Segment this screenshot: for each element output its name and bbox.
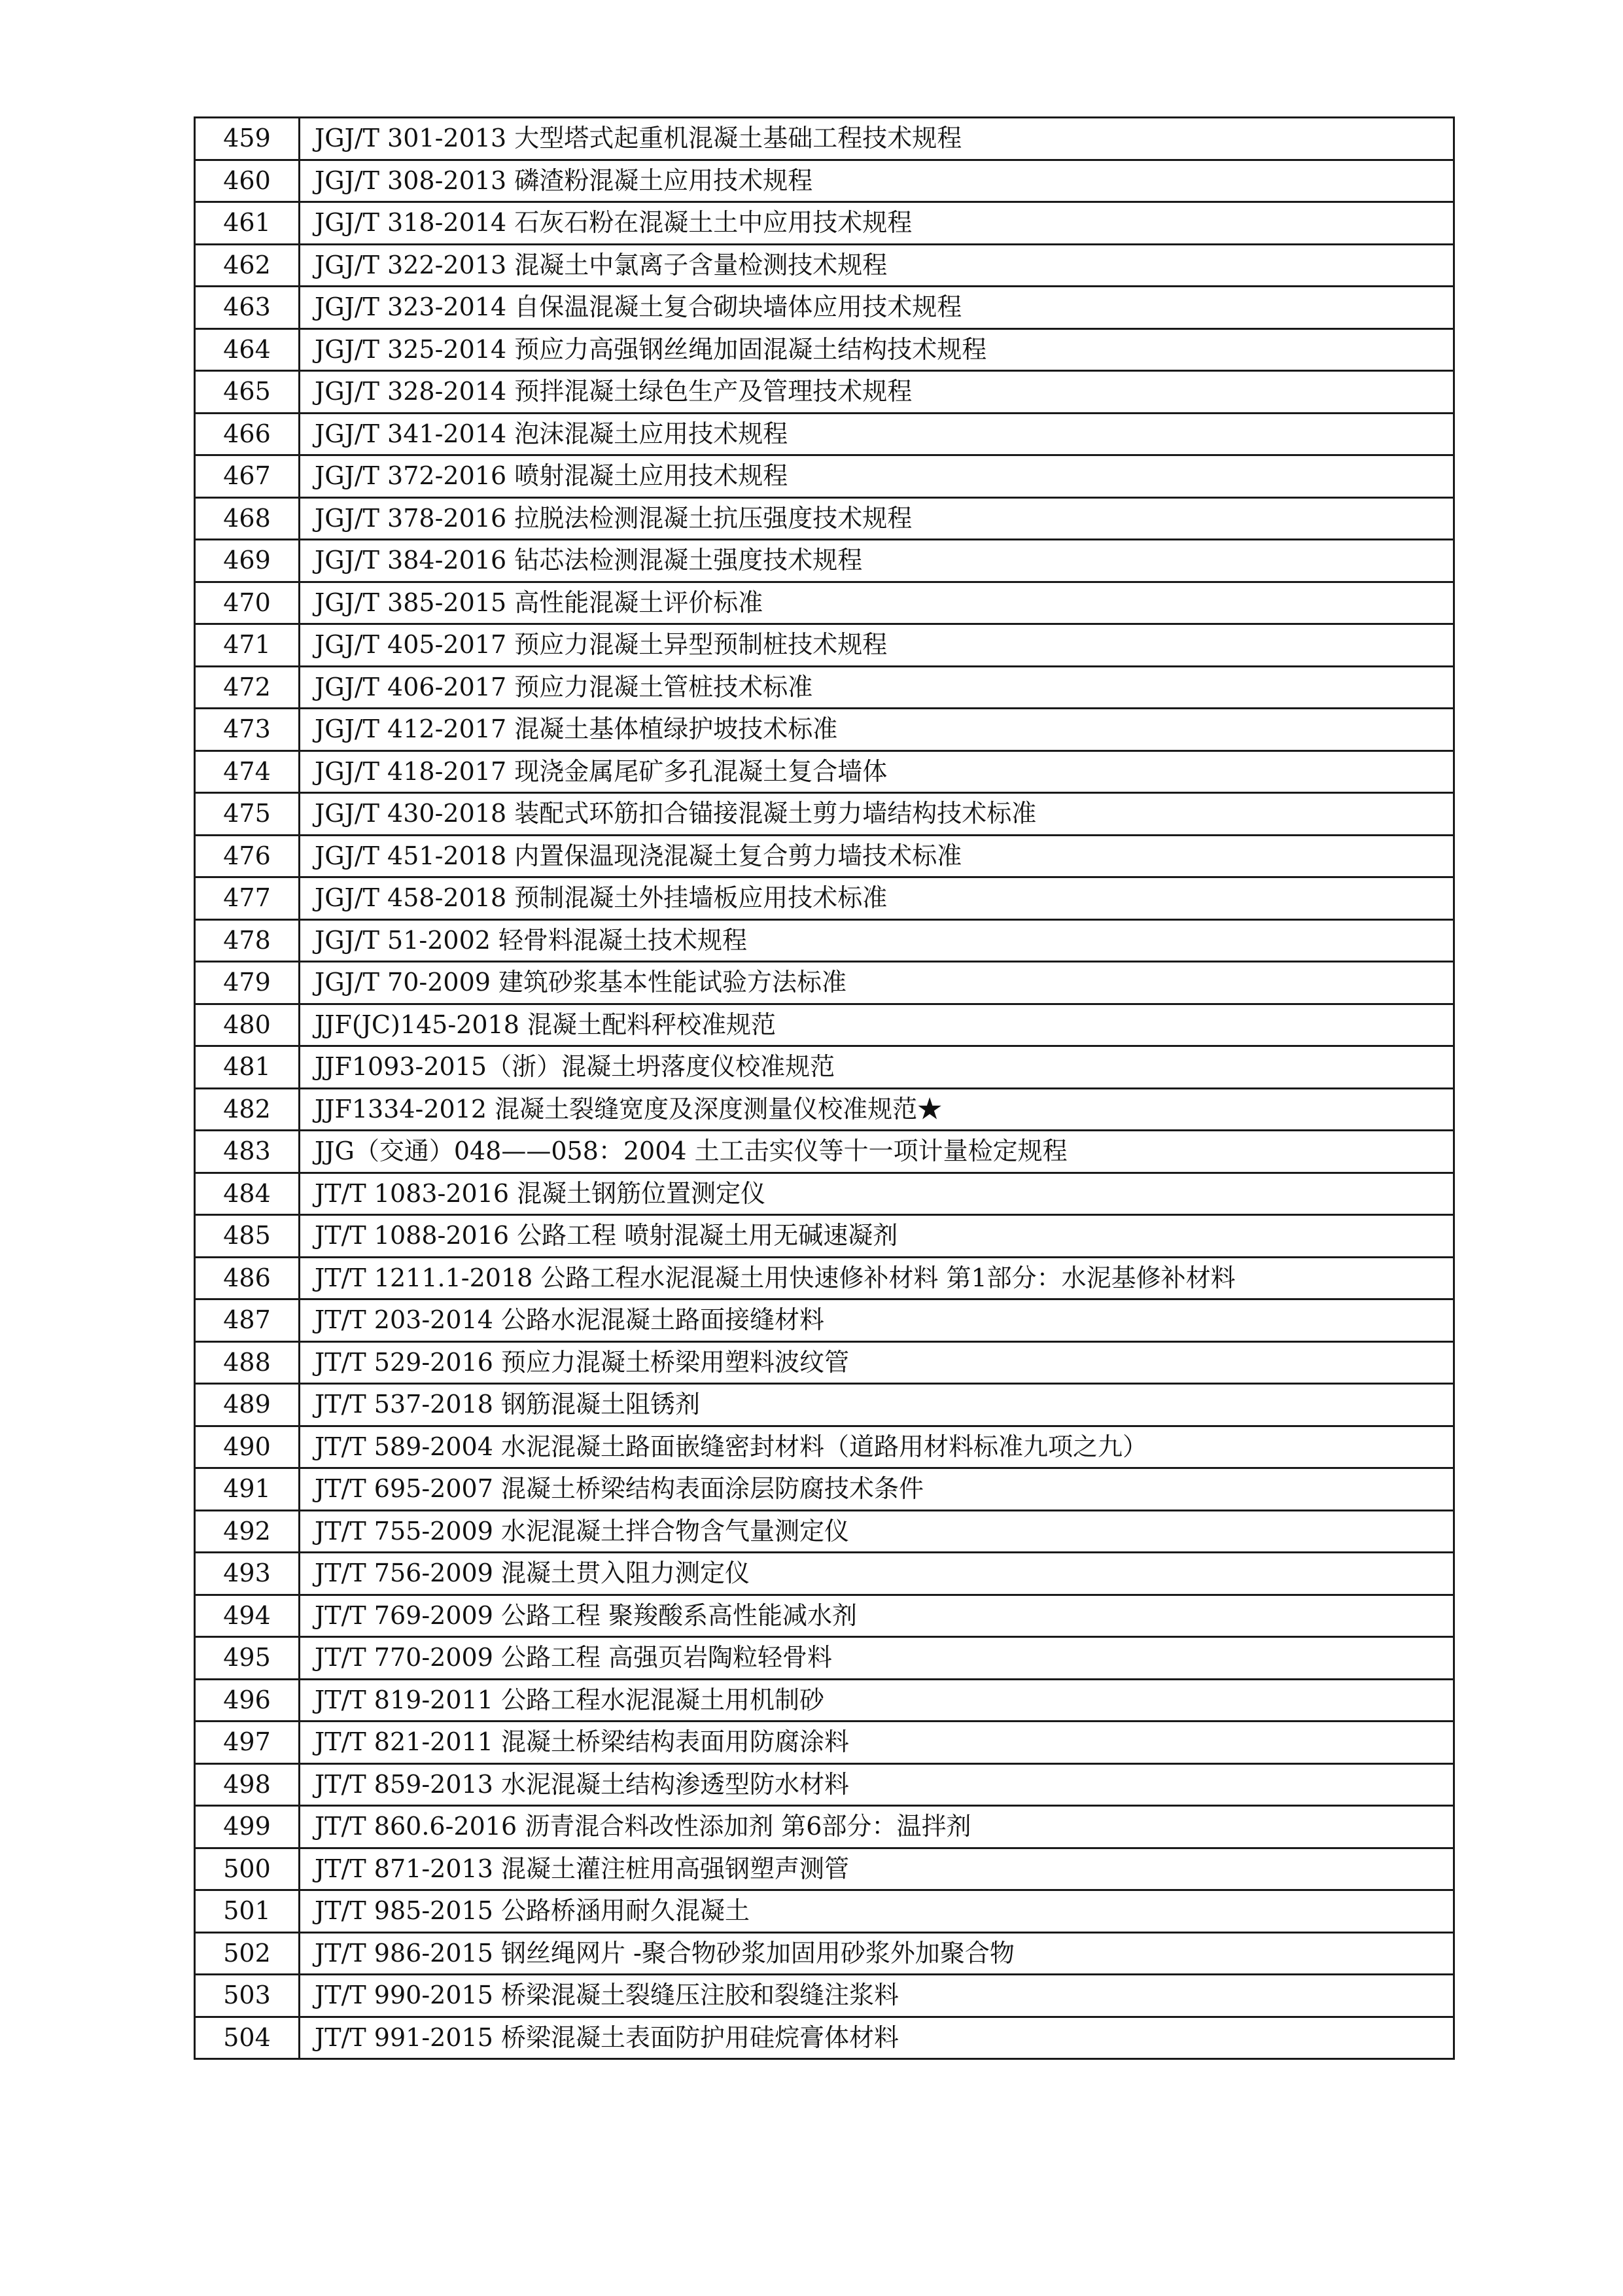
standard-title: JGJ/T 325-2014 预应力高强钢丝绳加固混凝土结构技术规程 [300, 328, 1454, 371]
table-row [195, 666, 1454, 709]
table-row [195, 919, 1454, 962]
row-number: 504 [195, 2017, 300, 2059]
row-number: 466 [195, 413, 300, 455]
standard-title: JT/T 203-2014 公路水泥混凝土路面接缝材料 [300, 1299, 1454, 1342]
row-number: 467 [195, 455, 300, 498]
row-number: 479 [195, 962, 300, 1004]
standard-title: JT/T 871-2013 混凝土灌注桩用高强钢塑声测管 [300, 1848, 1454, 1890]
row-number: 464 [195, 328, 300, 371]
row-number: 498 [195, 1763, 300, 1806]
row-number: 481 [195, 1046, 300, 1089]
standard-title: JT/T 1083-2016 混凝土钢筋位置测定仪 [300, 1173, 1454, 1215]
table-row [195, 1722, 1454, 1764]
table-row [195, 1932, 1454, 1975]
table-row [195, 160, 1454, 202]
row-number: 494 [195, 1595, 300, 1637]
table-row [195, 877, 1454, 920]
standard-title: JT/T 769-2009 公路工程 聚羧酸系高性能减水剂 [300, 1595, 1454, 1637]
standard-title: JGJ/T 418-2017 现浇金属尾矿多孔混凝土复合墙体 [300, 751, 1454, 793]
row-number: 496 [195, 1679, 300, 1722]
standard-title: JGJ/T 323-2014 自保温混凝土复合砌块墙体应用技术规程 [300, 287, 1454, 329]
table-row [195, 1510, 1454, 1553]
table-row [195, 497, 1454, 540]
row-number: 461 [195, 202, 300, 245]
table-row [195, 582, 1454, 624]
standard-title: JT/T 860.6-2016 沥青混合料改性添加剂 第6部分：温拌剂 [300, 1806, 1454, 1848]
row-number: 480 [195, 1004, 300, 1046]
standard-title: JJG（交通）048——058：2004 土工击实仪等十一项计量检定规程 [300, 1131, 1454, 1173]
row-number: 491 [195, 1468, 300, 1511]
table-row [195, 1679, 1454, 1722]
standard-title: JGJ/T 412-2017 混凝土基体植绿护坡技术标准 [300, 709, 1454, 751]
standard-title: JT/T 770-2009 公路工程 高强页岩陶粒轻骨料 [300, 1637, 1454, 1680]
table-row [195, 1299, 1454, 1342]
row-number: 472 [195, 666, 300, 709]
row-number: 462 [195, 244, 300, 287]
standards-table [194, 116, 1455, 2060]
table-row [195, 1131, 1454, 1173]
table-row [195, 1088, 1454, 1131]
table-row [195, 540, 1454, 582]
table-row [195, 371, 1454, 414]
standard-title: JGJ/T 70-2009 建筑砂浆基本性能试验方法标准 [300, 962, 1454, 1004]
row-number: 471 [195, 624, 300, 667]
table-row [195, 1384, 1454, 1426]
table-row [195, 1763, 1454, 1806]
standard-title: JGJ/T 372-2016 喷射混凝土应用技术规程 [300, 455, 1454, 498]
standard-title: JGJ/T 406-2017 预应力混凝土管桩技术标准 [300, 666, 1454, 709]
row-number: 469 [195, 540, 300, 582]
row-number: 474 [195, 751, 300, 793]
row-number: 473 [195, 709, 300, 751]
row-number: 465 [195, 371, 300, 414]
table-row [195, 835, 1454, 877]
standard-title: JJF1334-2012 混凝土裂缝宽度及深度测量仪校准规范★ [300, 1088, 1454, 1131]
standard-title: JT/T 1211.1-2018 公路工程水泥混凝土用快速修补材料 第1部分：水泥基修补材料 [300, 1257, 1454, 1299]
row-number: 502 [195, 1932, 300, 1975]
row-number: 488 [195, 1341, 300, 1384]
table-row [195, 118, 1454, 160]
standard-title: JGJ/T 318-2014 石灰石粉在混凝土土中应用技术规程 [300, 202, 1454, 245]
standard-title: JGJ/T 301-2013 大型塔式起重机混凝土基础工程技术规程 [300, 118, 1454, 160]
table-row [195, 751, 1454, 793]
table-row [195, 1046, 1454, 1089]
row-number: 493 [195, 1553, 300, 1595]
row-number: 459 [195, 118, 300, 160]
standard-title: JGJ/T 430-2018 装配式环筋扣合锚接混凝土剪力墙结构技术标准 [300, 793, 1454, 836]
standard-title: JT/T 821-2011 混凝土桥梁结构表面用防腐涂料 [300, 1722, 1454, 1764]
table-row [195, 1553, 1454, 1595]
standard-title: JGJ/T 308-2013 磷渣粉混凝土应用技术规程 [300, 160, 1454, 202]
row-number: 476 [195, 835, 300, 877]
table-row [195, 202, 1454, 245]
standard-title: JT/T 756-2009 混凝土贯入阻力测定仪 [300, 1553, 1454, 1595]
row-number: 495 [195, 1637, 300, 1680]
standard-title: JT/T 819-2011 公路工程水泥混凝土用机制砂 [300, 1679, 1454, 1722]
table-row [195, 1468, 1454, 1511]
table-row [195, 1890, 1454, 1933]
row-number: 492 [195, 1510, 300, 1553]
row-number: 468 [195, 497, 300, 540]
standard-title: JT/T 529-2016 预应力混凝土桥梁用塑料波纹管 [300, 1341, 1454, 1384]
standard-title: JJF(JC)145-2018 混凝土配料秤校准规范 [300, 1004, 1454, 1046]
standard-title: JGJ/T 384-2016 钻芯法检测混凝土强度技术规程 [300, 540, 1454, 582]
standard-title: JT/T 537-2018 钢筋混凝土阻锈剂 [300, 1384, 1454, 1426]
table-row [195, 1637, 1454, 1680]
row-number: 484 [195, 1173, 300, 1215]
row-number: 478 [195, 919, 300, 962]
standard-title: JT/T 1088-2016 公路工程 喷射混凝土用无碱速凝剂 [300, 1215, 1454, 1258]
standard-title: JT/T 589-2004 水泥混凝土路面嵌缝密封材料（道路用材料标准九项之九） [300, 1426, 1454, 1468]
standards-table-body [195, 118, 1454, 2059]
row-number: 460 [195, 160, 300, 202]
row-number: 497 [195, 1722, 300, 1764]
table-row [195, 1004, 1454, 1046]
table-row [195, 962, 1454, 1004]
standard-title: JT/T 695-2007 混凝土桥梁结构表面涂层防腐技术条件 [300, 1468, 1454, 1511]
row-number: 483 [195, 1131, 300, 1173]
row-number: 489 [195, 1384, 300, 1426]
table-row [195, 1215, 1454, 1258]
standard-title: JJF1093-2015（浙）混凝土坍落度仪校准规范 [300, 1046, 1454, 1089]
table-row [195, 1341, 1454, 1384]
table-row [195, 1806, 1454, 1848]
standard-title: JGJ/T 328-2014 预拌混凝土绿色生产及管理技术规程 [300, 371, 1454, 414]
standard-title: JT/T 755-2009 水泥混凝土拌合物含气量测定仪 [300, 1510, 1454, 1553]
standard-title: JT/T 986-2015 钢丝绳网片 -聚合物砂浆加固用砂浆外加聚合物 [300, 1932, 1454, 1975]
standard-title: JGJ/T 51-2002 轻骨料混凝土技术规程 [300, 919, 1454, 962]
table-row [195, 455, 1454, 498]
table-row [195, 244, 1454, 287]
row-number: 499 [195, 1806, 300, 1848]
row-number: 463 [195, 287, 300, 329]
table-row [195, 287, 1454, 329]
row-number: 500 [195, 1848, 300, 1890]
table-row [195, 1426, 1454, 1468]
table-row [195, 793, 1454, 836]
standard-title: JT/T 859-2013 水泥混凝土结构渗透型防水材料 [300, 1763, 1454, 1806]
table-row [195, 1975, 1454, 2017]
standard-title: JT/T 990-2015 桥梁混凝土裂缝压注胶和裂缝注浆料 [300, 1975, 1454, 2017]
table-row [195, 1173, 1454, 1215]
row-number: 485 [195, 1215, 300, 1258]
row-number: 487 [195, 1299, 300, 1342]
standard-title: JGJ/T 405-2017 预应力混凝土异型预制桩技术规程 [300, 624, 1454, 667]
standard-title: JGJ/T 378-2016 拉脱法检测混凝土抗压强度技术规程 [300, 497, 1454, 540]
standard-title: JGJ/T 451-2018 内置保温现浇混凝土复合剪力墙技术标准 [300, 835, 1454, 877]
standard-title: JGJ/T 341-2014 泡沫混凝土应用技术规程 [300, 413, 1454, 455]
table-row [195, 1257, 1454, 1299]
standard-title: JT/T 991-2015 桥梁混凝土表面防护用硅烷膏体材料 [300, 2017, 1454, 2059]
table-row [195, 1848, 1454, 1890]
standard-title: JGJ/T 458-2018 预制混凝土外挂墙板应用技术标准 [300, 877, 1454, 920]
table-row [195, 709, 1454, 751]
table-row [195, 328, 1454, 371]
row-number: 482 [195, 1088, 300, 1131]
row-number: 477 [195, 877, 300, 920]
standard-title: JGJ/T 322-2013 混凝土中氯离子含量检测技术规程 [300, 244, 1454, 287]
table-row [195, 2017, 1454, 2059]
table-row [195, 1595, 1454, 1637]
row-number: 490 [195, 1426, 300, 1468]
row-number: 503 [195, 1975, 300, 2017]
row-number: 475 [195, 793, 300, 836]
row-number: 486 [195, 1257, 300, 1299]
standard-title: JGJ/T 385-2015 高性能混凝土评价标准 [300, 582, 1454, 624]
row-number: 501 [195, 1890, 300, 1933]
table-row [195, 624, 1454, 667]
row-number: 470 [195, 582, 300, 624]
standard-title: JT/T 985-2015 公路桥涵用耐久混凝土 [300, 1890, 1454, 1933]
table-row [195, 413, 1454, 455]
